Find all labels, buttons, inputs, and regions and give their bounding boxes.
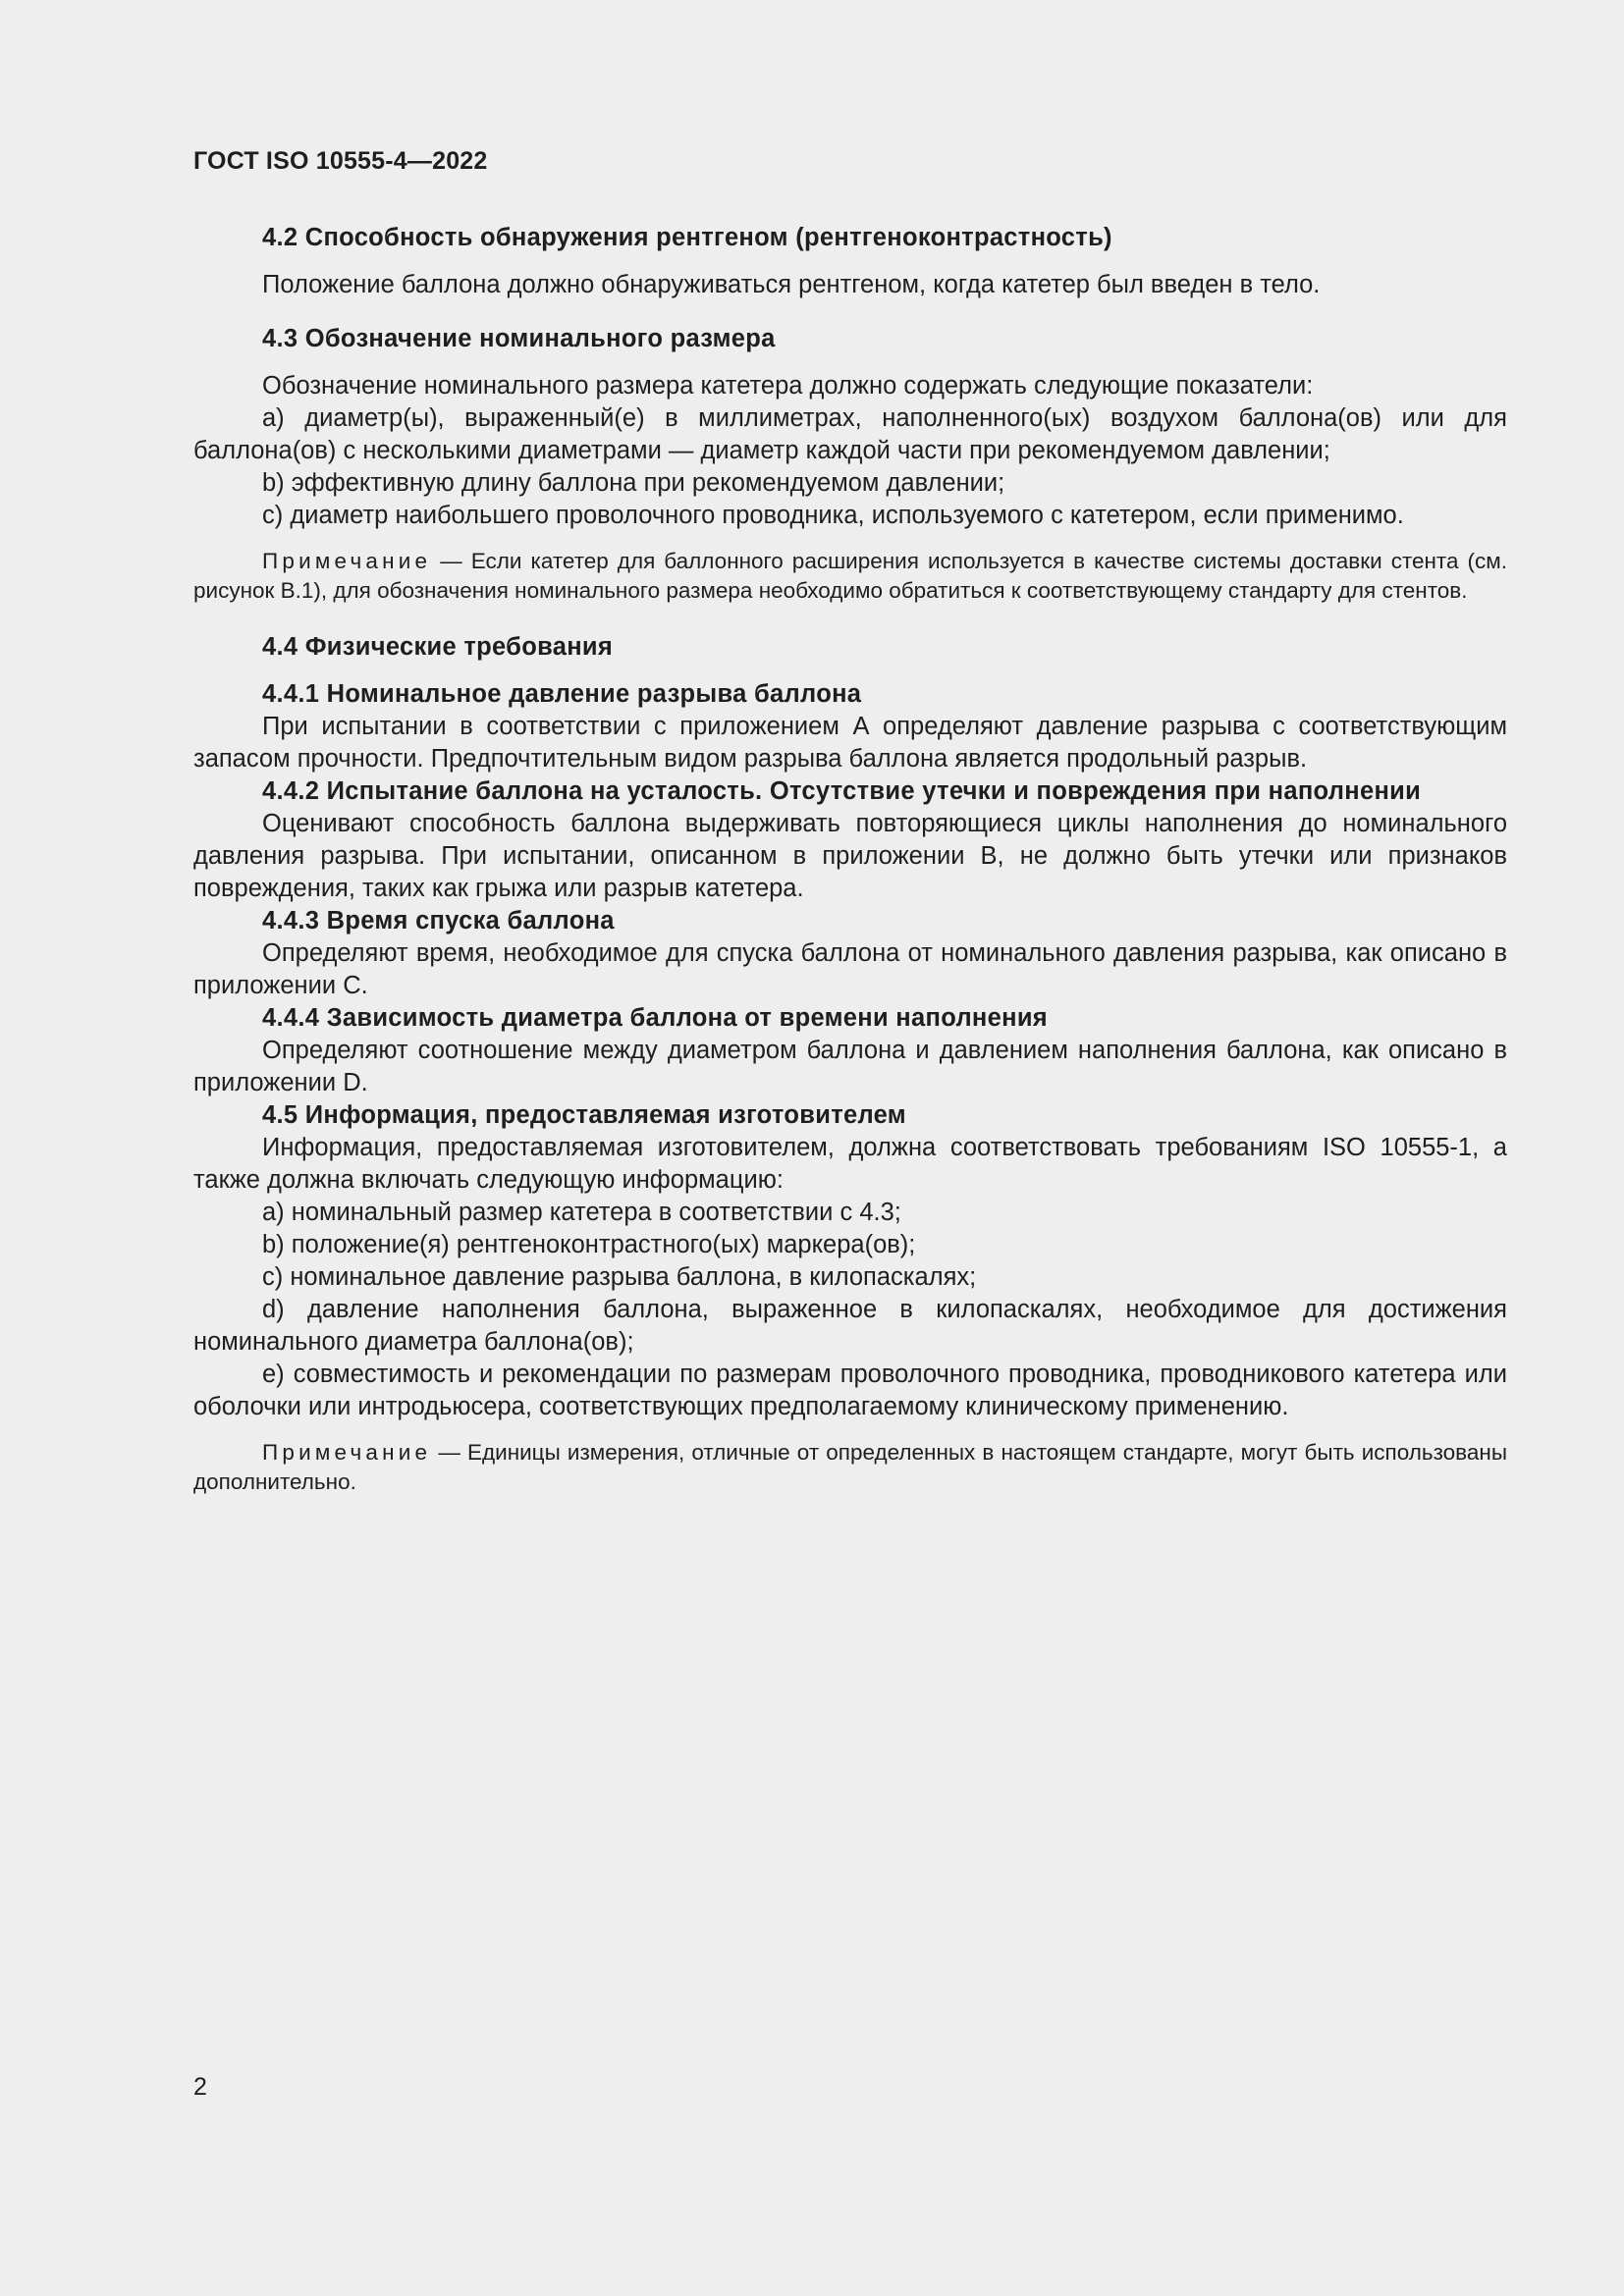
list-item: с) номинальное давление разрыва баллона, в килопаскалях;	[262, 1263, 977, 1291]
section-4-4-2-heading: 4.4.2 Испытание баллона на усталость. Отсутствие утечки и повреждения при наполнении	[262, 777, 1422, 805]
section-4-2-text: Положение баллона должно обнаруживаться рентгеном, когда катетер был введен в тело.	[262, 271, 1321, 298]
document-header: ГОСТ ISO 10555-4—2022	[193, 147, 488, 175]
section-4-2-heading: 4.2 Способность обнаружения рентгеном (рентгеноконтрастность)	[262, 224, 1112, 251]
list-item: а) диаметр(ы), выраженный(е) в миллиметрах, наполненного(ых) воздухом баллона(ов) или для баллона(ов) с несколькими диаметрами — диаметр каждой части при рекомендуемом давлении;	[193, 404, 1507, 464]
note-label: Примечание	[262, 1440, 432, 1465]
note-text: — Единицы измерения, отличные от определенных в настоящем стандарте, могут быть использованы дополнительно.	[193, 1440, 1507, 1494]
list-item: d) давление наполнения баллона, выраженное в килопаскалях, необходимое для достижения номинального диаметра баллона(ов);	[193, 1296, 1507, 1356]
section-4-3-heading: 4.3 Обозначение номинального размера	[262, 325, 776, 352]
section-4-4-4-text: Определяют соотношение между диаметром баллона и давлением наполнения баллона, как описано в приложении D.	[193, 1037, 1507, 1096]
section-4-4-heading: 4.4 Физические требования	[262, 633, 614, 661]
section-4-4-3-text: Определяют время, необходимое для спуска баллона от номинального давления разрыва, как описано в приложении С.	[193, 939, 1507, 999]
section-4-5-heading: 4.5 Информация, предоставляемая изготовителем	[262, 1101, 906, 1129]
section-4-5-intro: Информация, предоставляемая изготовителем, должна соответствовать требованиям ISO 10555-1, а также должна включать следующую информацию:	[193, 1134, 1507, 1194]
list-item: а) номинальный размер катетера в соответствии с 4.3;	[262, 1199, 901, 1226]
page-number: 2	[193, 2073, 207, 2101]
note-text: — Если катетер для баллонного расширения используется в качестве системы доставки стента (см. рисунок В.1), для обозначения номинального размера необходимо обратиться к соответствующему стандарту для стентов.	[193, 549, 1507, 603]
list-item: b) эффективную длину баллона при рекомендуемом давлении;	[262, 469, 1005, 497]
list-item: е) совместимость и рекомендации по размерам проволочного проводника, проводникового катетера или оболочки или интродьюсера, соответствующих предполагаемому клиническому применению.	[193, 1361, 1507, 1420]
section-4-4-2-text: Оценивают способность баллона выдерживать повторяющиеся циклы наполнения до номинального давления разрыва. При испытании, описанном в приложении В, не должно быть утечки или признаков повреждения, таких как грыжа или разрыв катетера.	[193, 810, 1507, 902]
section-4-4-1-text: При испытании в соответствии с приложением А определяют давление разрыва с соответствующим запасом прочности. Предпочтительным видом разрыва баллона является продольный разрыв.	[193, 713, 1507, 773]
section-4-5-note	[193, 1438, 1507, 1497]
section-4-3-intro: Обозначение номинального размера катетера должно содержать следующие показатели:	[262, 372, 1314, 400]
section-4-4-4-heading: 4.4.4 Зависимость диаметра баллона от времени наполнения	[262, 1004, 1048, 1032]
list-item: b) положение(я) рентгеноконтрастного(ых) маркера(ов);	[262, 1231, 916, 1258]
section-4-4-1-heading: 4.4.1 Номинальное давление разрыва баллона	[262, 680, 862, 708]
section-4-4-3-heading: 4.4.3 Время спуска баллона	[262, 907, 615, 934]
section-4-3-note	[193, 547, 1507, 606]
document-body	[193, 222, 1507, 1497]
note-label: Примечание	[262, 549, 432, 573]
list-item: с) диаметр наибольшего проволочного проводника, используемого с катетером, если применимо.	[262, 502, 1404, 529]
